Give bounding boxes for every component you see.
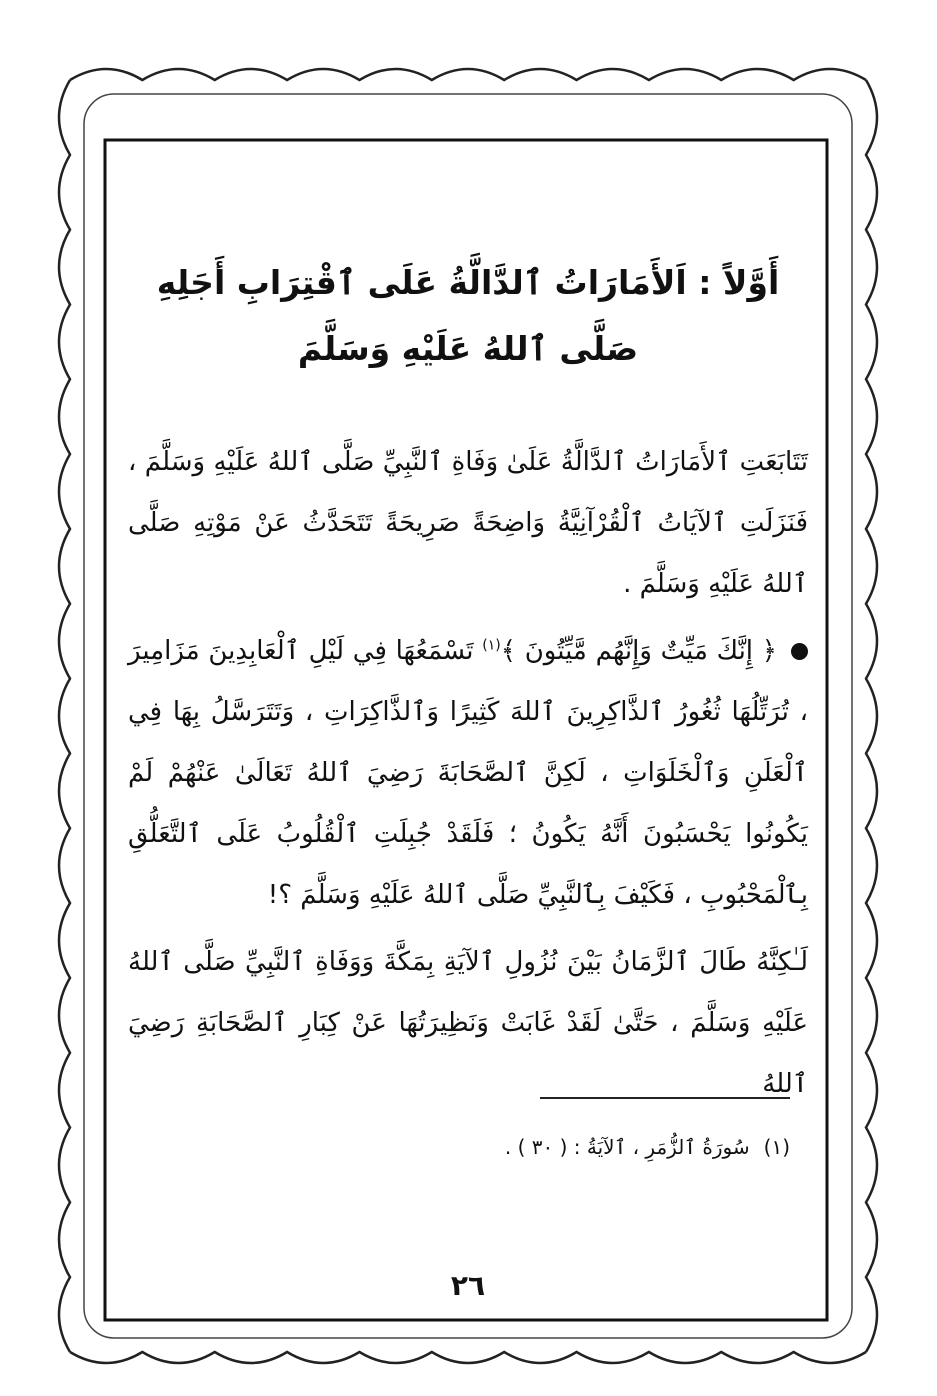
- paragraph-2: [128, 621, 808, 926]
- heading-line-2: صَلَّى ٱللهُ عَلَيْهِ وَسَلَّمَ: [297, 329, 639, 368]
- footnote: [440, 1130, 790, 1164]
- quran-verse: ﴿ إِنَّكَ مَيِّتٌ وَإِنَّهُم مَّيِّتُونَ ﴾: [500, 636, 777, 666]
- footnote-reference: (١): [482, 637, 501, 654]
- paragraph-3: لَـٰكِنَّهُ طَالَ ٱلزَّمَانُ بَيْنَ نُزُولِ ٱلآيَةِ بِمَكَّةَ وَوَفَاةِ ٱلنَّبِيِّ صَلَّى ٱللهُ عَلَيْهِ وَسَلَّمَ ، حَتَّىٰ لَقَدْ غَابَتْ وَنَظِيرَتُهَا عَنْ كِبَارِ ٱلصَّحَابَةِ رَضِيَ ٱللهُ: [128, 947, 808, 1099]
- scallop-top-edge: [70, 69, 866, 80]
- paragraph-2-text: تَسْمَعُهَا فِي لَيْلِ ٱلْعَابِدِينَ مَزَامِيرَ ، تُرَتِّلُهَا ثُغُورُ ٱلذَّاكِرِينَ ٱللهَ كَثِيرًا وَٱلذَّاكِرَاتِ ، وَتَتَرَسَّلُ بِهَا فِي ٱلْعَلَنِ وَٱلْخَلَوَاتِ ، لَكِنَّ ٱلصَّحَابَةَ رَضِيَ ٱللهُ تَعَالَىٰ عَنْهُمْ لَمْ يَكُونُوا يَحْسَبُونَ أَنَّهُ يَكُونُ ؛ فَلَقَدْ جُبِلَتِ ٱلْقُلُوبُ عَلَى ٱلتَّعَلُّقِ بِٱلْمَحْبُوبِ ، فَكَيْفَ بِٱلنَّبِيِّ صَلَّى ٱللهُ عَلَيْهِ وَسَلَّمَ ؟!: [128, 636, 808, 910]
- bullet-icon: [791, 643, 808, 660]
- paragraph-1: تَتَابَعَتِ ٱلأَمَارَاتُ ٱلدَّالَّةُ عَلَىٰ وَفَاةِ ٱلنَّبِيِّ صَلَّى ٱللهُ عَلَيْهِ وَسَلَّمَ ، فَنَزَلَتِ ٱلآيَاتُ ٱلْقُرْآنِيَّةُ وَاضِحَةً صَرِيحَةً تَتَحَدَّثُ عَنْ مَوْتِهِ صَلَّى ٱللهُ عَلَيْهِ وَسَلَّمَ .: [128, 447, 808, 599]
- page-number: ٢٦: [450, 1269, 486, 1302]
- scallop-right-edge: [866, 80, 877, 1352]
- footnote-text: سُورَةُ ٱلزُّمَرِ ، ٱلآيَةُ : ( ٣٠ ) .: [504, 1135, 750, 1159]
- footnote-separator: [540, 1097, 790, 1099]
- heading-line-1: أَوَّلاً : اَلأَمَارَاتُ ٱلدَّالَّةُ عَلَى ٱقْتِرَابِ أَجَلِهِ: [156, 263, 780, 302]
- scallop-bottom-edge: [70, 1352, 866, 1363]
- footnote-number: (١): [763, 1135, 790, 1159]
- page-content: [128, 250, 808, 1115]
- section-heading: [128, 250, 808, 382]
- scallop-left-edge: [59, 80, 70, 1352]
